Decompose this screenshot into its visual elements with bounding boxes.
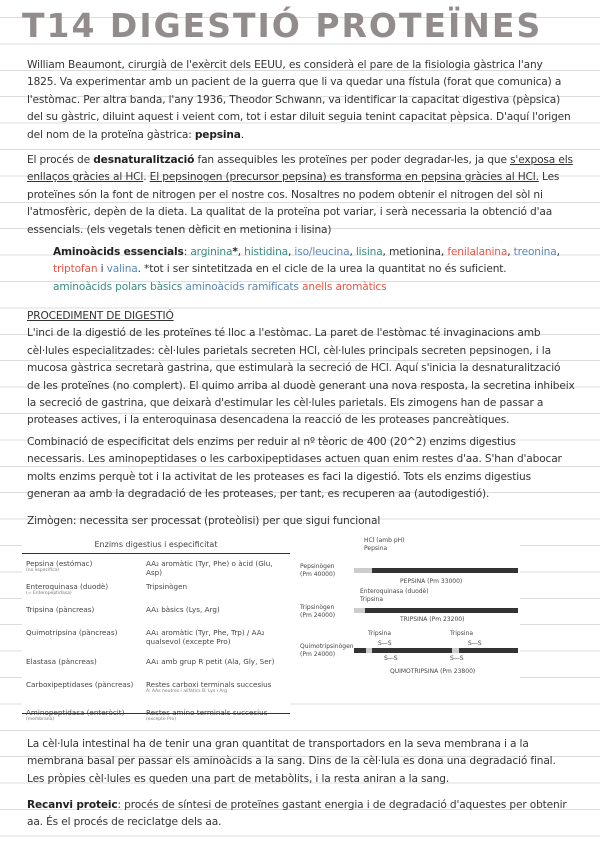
table-row: Aminopeptidasa (enteròcit) (membrana) Restes amino terminals succesius (excepte Pro) bbox=[26, 708, 268, 722]
enzymes-table bbox=[22, 534, 290, 720]
legend-polar: aminoàcids polars bàsics bbox=[53, 280, 183, 293]
denaturation-paragraph: El procés de desnaturalització fan assequibles les proteïnes per poder degradar-les, ja que s'exposa els enllaços gràcies al HCl. El pepsinogen (precursor pepsina) es transforma en pepsina gràcies al HCl. Les proteïnes són la font de nitrogen per el nostre cos. Nosaltres no podem obtenir el nitrogen del sòl ni l'atmosfèric, depèn de la dieta. La qualitat de la proteïna pot variar, i serà necessaria la obtenció d'aa essencials. (els vegetals tenen dèficit en metionina i lisina) bbox=[27, 154, 573, 236]
table-row: Elastasa (pàncreas) AA₁ amb grup R petit (Ala, Gly, Ser) bbox=[26, 657, 275, 666]
table-row: Quimotripsina (pàncreas) AA₁ aromàtic (Tyr, Phe, Trp) / AA₂ qualsevol (excepte Pro) bbox=[26, 628, 265, 646]
zymogen-definition: Zimògen: necessita ser processat (proteòlisi) per que sigui funcional bbox=[27, 515, 381, 527]
table-row: Tripsina (pàncreas) AA₁ bàsics (Lys, Arg) bbox=[26, 605, 220, 614]
page-title: T14 DIGESTIÓ PROTEÏNES bbox=[22, 6, 543, 45]
section-heading: PROCEDIMENT DE DIGESTIÓ bbox=[27, 310, 174, 322]
zymogen-activation-diagram: HCl (amb pH) Pepsina Pepsinògen (Pm 40000) PEPSINA (Pm 33000) Enteroquinasa (duodè) Tripsina Tripsinògen (Pm 24000) TRIPSINA (Pm 23200) Tripsina Tripsina S—S S—S Quimotripsinògen (Pm 24000) S—S S—S QUIMOTRIPSINA (Pm 23800) bbox=[290, 534, 520, 679]
procedure-section: PROCEDIMENT DE DIGESTIÓ L'inci de la digestió de les proteïnes té lloc a l'estòmac. La paret de l'estòmac té invaginacions amb cèl·lules especialitzades: cèl·lules parietals secreten HCl, cèl·lules principals secreten pepsinogen, i la mucosa gàstrica secretarà gastrina, que estimularà la secreció de HCl. Aquí s'inicia la desnaturalització de les proteïnes (no complert). El quimo arriba al duodè generant una nova resposta, la secretina inhibeix la secreció de gastrina, que deixarà d'estimular les cèl·lules parietals. Els zimogens han de passar a proteases actives, i la enteroquinasa desencadena la reacció de les proteases pancreàtiques. bbox=[27, 310, 575, 427]
protein-turnover-paragraph: Recanvi proteic: procés de síntesi de proteïnes gastant energia i de degradació d'aquestes per obtenir aa. És el procés de reciclatge dels aa. bbox=[27, 799, 567, 829]
legend-branched: aminoàcids ramificats bbox=[185, 280, 299, 293]
combination-paragraph: Combinació de especificitat dels enzims per reduir al nº tèoric de 400 (20^2) enzims digestius necessaris. Les aminopeptidases o les carboxipeptidases actuen quan enim restes d'aa. S'han d'abocar molts enzims perquè tot i la activitat de les proteases es faci la digestió. Tots els enzims digestius generan aa amb la degradació de les proteases, per tant, es recuperen aa (autodigestió). bbox=[27, 436, 562, 501]
essential-aminoacids: Aminoàcids essencials: arginina*, histidina, iso/leucina, lisina, metionina, fenilalanina, treonina, triptofan i valina. *tot i ser sintetitzada en el cicle de la urea la quantitat no és suficient. aminoàcids polars bàsics aminoàcids ramificats anells aromàtics bbox=[53, 246, 560, 293]
table-row: Carboxipeptidases (pàncreas) Restes carboxi terminals succesius A: AAs neutres i alifàtics B: Lys i Arg bbox=[26, 680, 272, 694]
table-title: Enzims digestius i especificitat bbox=[22, 534, 290, 554]
table-row: Enteroquinasa (duodè) (= Enteropeptidasa) Tripsinògen bbox=[26, 582, 188, 596]
intro-paragraph: William Beaumont, cirurgià de l'exèrcit dels EEUU, es considerà el pare de la fisiologia gàstrica l'any 1825. Va experimentar amb un pacient de la guerra que li va quedar una fístula (forat que comunica) a l'estòmac. Per altra banda, l'any 1936, Theodor Schwann, va identificar la capacitat digestiva (pèpsica) del su gàstric, diluint aquest i veient com, tot i estar diluit seguia tenint capacitat pèpsica. D'aquí l'origen del nom de la proteïna gàstrica: pepsina. bbox=[27, 59, 571, 141]
table-row: Pepsina (estómac) (no específica) AA₂ aromàtic (Tyr, Phe) o àcid (Glu, Asp) bbox=[26, 559, 273, 577]
legend-aromatic: anells aromàtics bbox=[302, 280, 387, 293]
intestinal-cell-paragraph: La cèl·lula intestinal ha de tenir una gran quantitat de transportadors en la seva membrana i a la membrana basal per passar els aminoàcids a la sang. Dins de la cèl·lula es dona una degradació final. Les pròpies cèl·lules es queden una part de metabòlits, i la resta aniran a la sang. bbox=[27, 738, 556, 785]
